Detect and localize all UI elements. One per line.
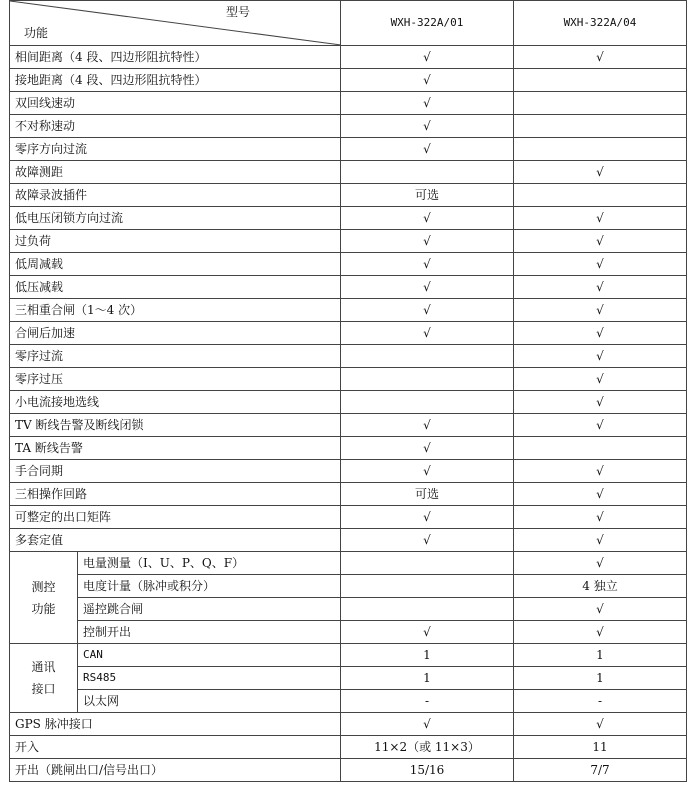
sub-function-label: 以太网 <box>78 690 341 713</box>
model-a-value: 可选 <box>341 483 514 506</box>
model-a-value: √ <box>341 92 514 115</box>
sub-function-label: RS485 <box>78 667 341 690</box>
model-b-value: 7/7 <box>514 759 687 782</box>
table-row <box>10 115 687 138</box>
model-b-value <box>514 69 687 92</box>
model-b-value <box>514 138 687 161</box>
diagonal-line <box>10 1 341 45</box>
header-row <box>10 1 687 46</box>
model-b-value: - <box>514 690 687 713</box>
model-b-value: √ <box>514 598 687 621</box>
model-b-value: √ <box>514 322 687 345</box>
function-label: 相间距离（4 段、四边形阻抗特性） <box>10 46 341 69</box>
sub-function-label: 电量测量（I、U、P、Q、F） <box>78 552 341 575</box>
model-b-value: √ <box>514 299 687 322</box>
function-label: 多套定值 <box>10 529 341 552</box>
group-label-line: 测控 <box>31 579 56 594</box>
table-row <box>10 184 687 207</box>
table-row <box>10 460 687 483</box>
model-b-value: √ <box>514 391 687 414</box>
model-b-value: √ <box>514 414 687 437</box>
function-label: 开入 <box>10 736 341 759</box>
table-row <box>10 506 687 529</box>
model-b-header: WXH-322A/04 <box>514 1 687 46</box>
table-row <box>10 414 687 437</box>
header-model-label: 型号 <box>226 5 251 19</box>
function-comparison-table <box>9 0 687 782</box>
model-b-value: √ <box>514 368 687 391</box>
model-a-value <box>341 161 514 184</box>
model-b-value: √ <box>514 207 687 230</box>
function-label: 手合同期 <box>10 460 341 483</box>
model-a-value: √ <box>341 506 514 529</box>
model-b-value: √ <box>514 230 687 253</box>
group-label-line: 功能 <box>31 601 56 616</box>
model-b-value <box>514 184 687 207</box>
model-a-value: √ <box>341 299 514 322</box>
sub-function-label: 控制开出 <box>78 621 341 644</box>
model-a-value <box>341 598 514 621</box>
model-b-value: √ <box>514 345 687 368</box>
table-row <box>10 299 687 322</box>
table-row <box>10 368 687 391</box>
function-label: 双回线速动 <box>10 92 341 115</box>
table-row <box>10 322 687 345</box>
model-a-value: √ <box>341 253 514 276</box>
model-a-value: √ <box>341 276 514 299</box>
table-row <box>10 207 687 230</box>
header-function-label: 功能 <box>24 26 49 40</box>
table-row <box>10 46 687 69</box>
table-row <box>10 161 687 184</box>
group-label-line: 通讯 <box>31 660 56 674</box>
function-label: 三相操作回路 <box>10 483 341 506</box>
function-label: 低周减载 <box>10 253 341 276</box>
model-b-value: √ <box>514 460 687 483</box>
table-row <box>10 276 687 299</box>
model-b-value: √ <box>514 713 687 736</box>
table-row <box>10 345 687 368</box>
model-a-value <box>341 391 514 414</box>
table-row <box>10 667 687 690</box>
function-label: 低电压闭锁方向过流 <box>10 207 341 230</box>
function-label: 故障测距 <box>10 161 341 184</box>
model-a-value: √ <box>341 138 514 161</box>
function-label: 低压减载 <box>10 276 341 299</box>
table-row <box>10 552 687 575</box>
model-b-value: 1 <box>514 667 687 690</box>
model-b-value: 1 <box>514 644 687 667</box>
model-a-value <box>341 368 514 391</box>
sub-function-label: 电度计量（脉冲或积分） <box>78 575 341 598</box>
function-label: 合闸后加速 <box>10 322 341 345</box>
model-a-value: √ <box>341 46 514 69</box>
model-b-value: √ <box>514 253 687 276</box>
table-row <box>10 736 687 759</box>
function-label: 零序方向过流 <box>10 138 341 161</box>
model-a-value: 15/16 <box>341 759 514 782</box>
model-b-value: √ <box>514 483 687 506</box>
model-a-value: √ <box>341 437 514 460</box>
function-label: 零序过压 <box>10 368 341 391</box>
table-row <box>10 483 687 506</box>
function-label: 可整定的出口矩阵 <box>10 506 341 529</box>
model-a-value: 可选 <box>341 184 514 207</box>
sub-function-label: CAN <box>78 644 341 667</box>
table-row <box>10 690 687 713</box>
table-row <box>10 759 687 782</box>
function-label: 不对称速动 <box>10 115 341 138</box>
model-a-value: √ <box>341 322 514 345</box>
function-label: 三相重合闸（1～4 次） <box>10 299 341 322</box>
table-row <box>10 437 687 460</box>
model-a-value: √ <box>341 69 514 92</box>
table-row <box>10 598 687 621</box>
function-label: 过负荷 <box>10 230 341 253</box>
table-row <box>10 575 687 598</box>
model-b-value: 4 独立 <box>514 575 687 598</box>
measure-group-label <box>10 552 78 644</box>
group-label-line: 接口 <box>31 682 56 696</box>
table-row <box>10 92 687 115</box>
table-row <box>10 138 687 161</box>
model-b-value <box>514 437 687 460</box>
model-a-value: 1 <box>341 667 514 690</box>
table-row <box>10 391 687 414</box>
model-b-value <box>514 115 687 138</box>
table-row <box>10 621 687 644</box>
function-label: 开出（跳闸出口/信号出口） <box>10 759 341 782</box>
model-b-value: 11 <box>514 736 687 759</box>
table-row <box>10 529 687 552</box>
model-a-value: √ <box>341 115 514 138</box>
model-b-value: √ <box>514 621 687 644</box>
diagonal-header-cell <box>10 1 341 46</box>
table-row <box>10 253 687 276</box>
function-label: 接地距离（4 段、四边形阻抗特性） <box>10 69 341 92</box>
table-row <box>10 713 687 736</box>
function-label: 零序过流 <box>10 345 341 368</box>
function-label: 小电流接地选线 <box>10 391 341 414</box>
model-b-value: √ <box>514 552 687 575</box>
model-a-value <box>341 345 514 368</box>
table-row <box>10 69 687 92</box>
model-b-value: √ <box>514 506 687 529</box>
model-a-value: 11×2（或 11×3） <box>341 736 514 759</box>
model-a-value <box>341 575 514 598</box>
model-a-value: - <box>341 690 514 713</box>
model-a-value: √ <box>341 713 514 736</box>
model-a-value: √ <box>341 230 514 253</box>
table-row <box>10 644 687 667</box>
model-a-header: WXH-322A/01 <box>341 1 514 46</box>
function-label: TA 断线告警 <box>10 437 341 460</box>
function-label: TV 断线告警及断线闭锁 <box>10 414 341 437</box>
function-label: 故障录波插件 <box>10 184 341 207</box>
model-a-value: √ <box>341 207 514 230</box>
model-a-value: 1 <box>341 644 514 667</box>
model-a-value <box>341 552 514 575</box>
sub-function-label: 遥控跳合闸 <box>78 598 341 621</box>
model-b-value: √ <box>514 161 687 184</box>
table-row <box>10 230 687 253</box>
model-a-value: √ <box>341 621 514 644</box>
model-b-value: √ <box>514 46 687 69</box>
table-body <box>10 1 687 782</box>
model-b-value <box>514 92 687 115</box>
model-b-value: √ <box>514 276 687 299</box>
comm-group-label <box>10 644 78 713</box>
function-label: GPS 脉冲接口 <box>10 713 341 736</box>
model-a-value: √ <box>341 529 514 552</box>
model-b-value: √ <box>514 529 687 552</box>
model-a-value: √ <box>341 414 514 437</box>
model-a-value: √ <box>341 460 514 483</box>
